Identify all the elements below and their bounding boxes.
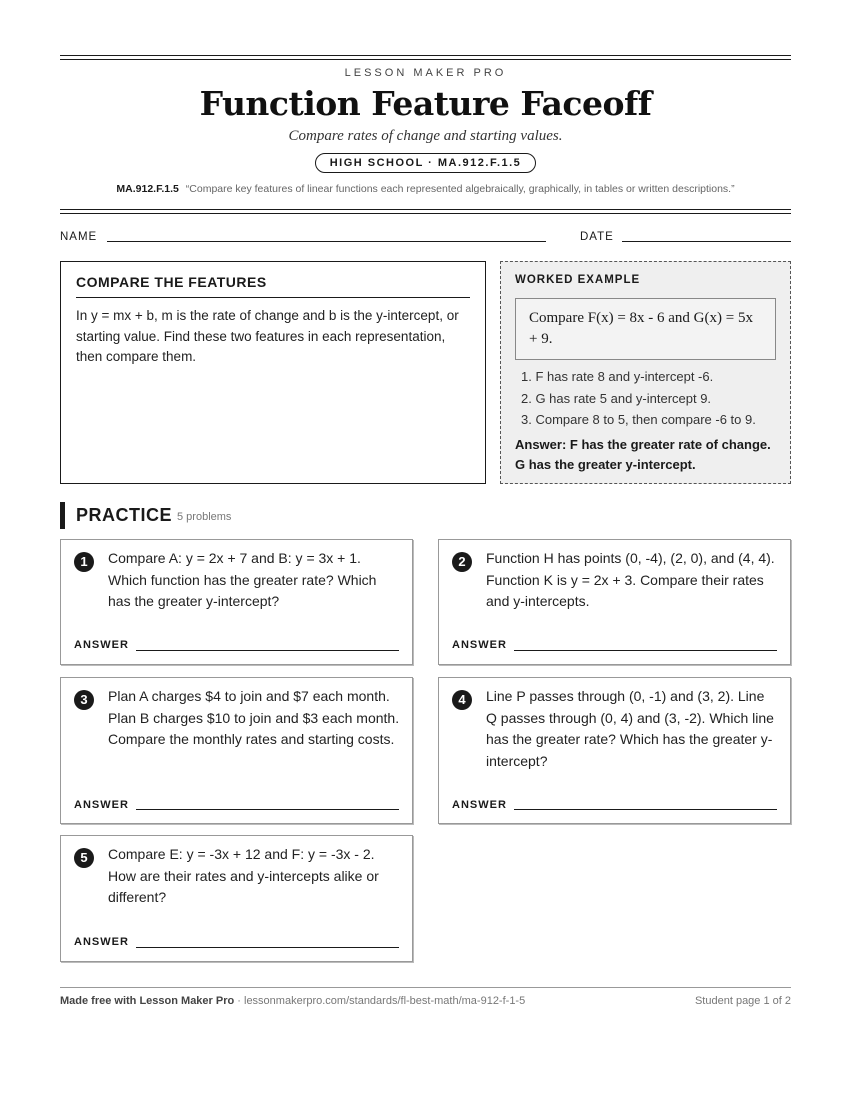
- compare-features-body: In y = mx + b, m is the rate of change and b is the y-intercept, or starting value. Find these two features in each representation, then compare them.: [76, 308, 459, 364]
- name-label: NAME: [60, 231, 98, 243]
- problem-number-badge: 3: [74, 690, 94, 710]
- answer-line[interactable]: [514, 809, 777, 810]
- date-label: DATE: [580, 231, 614, 243]
- problem-text: Function H has points (0, -4), (2, 0), and (4, 4). Function K is y = 2x + 3. Compare their rates and y-intercepts.: [486, 550, 775, 609]
- worked-example-problem: Compare F(x) = 8x - 6 and G(x) = 5x + 9.: [515, 298, 776, 360]
- worked-example-heading: WORKED EXAMPLE: [515, 274, 641, 286]
- footer-made-with: Made free with Lesson Maker Pro: [60, 995, 235, 1007]
- level-badge-wrap: [60, 153, 791, 173]
- compare-features-box: [60, 261, 486, 484]
- standard-text: “Compare key features of linear functions each represented algebraically, graphically, in tables or written descriptions.”: [185, 183, 735, 195]
- footer-credit: [60, 995, 525, 1007]
- footer-rule: [60, 987, 791, 988]
- header-bottom-rule: [60, 209, 791, 214]
- answer-line[interactable]: [136, 650, 399, 651]
- compare-features-heading: COMPARE THE FEATURES: [76, 274, 470, 298]
- worked-example-step: 3. Compare 8 to 5, then compare -6 to 9.: [521, 412, 756, 427]
- page-subtitle: Compare rates of change and starting values.: [288, 128, 563, 144]
- answer-label: ANSWER: [452, 639, 507, 651]
- worksheet-page: [60, 0, 791, 1100]
- problem-text: Compare E: y = -3x + 12 and F: y = -3x - 2. How are their rates and y-intercepts alike or different?: [108, 846, 379, 905]
- worked-example-steps: [515, 366, 776, 431]
- problem-card-1: [60, 539, 413, 665]
- worked-example-box: [500, 261, 791, 484]
- problem-card-4: [438, 677, 791, 824]
- problem-text: Line P passes through (0, -1) and (3, 2). Line Q passes through (0, 4) and (3, -2). Which line has the greater rate? Which has the greater y-intercept?: [486, 688, 774, 769]
- problem-number-badge: 2: [452, 552, 472, 572]
- problem-card-3: [60, 677, 413, 824]
- standard-description: [60, 183, 791, 195]
- problem-number-badge: 5: [74, 848, 94, 868]
- answer-label: ANSWER: [452, 799, 507, 811]
- problem-text: Plan A charges $4 to join and $7 each month. Plan B charges $10 to join and $3 each month. Compare the monthly rates and starting costs.: [108, 688, 400, 747]
- problem-card-2: [438, 539, 791, 665]
- problem-text: Compare A: y = 2x + 7 and B: y = 3x + 1. Which function has the greater rate? Which has the greater y-intercept?: [108, 550, 377, 609]
- problem-number-badge: 1: [74, 552, 94, 572]
- problem-card-5: [60, 835, 413, 962]
- footer-url[interactable]: · lessonmakerpro.com/standards/fl-best-math/ma-912-f-1-5: [234, 995, 526, 1007]
- answer-line[interactable]: [136, 947, 399, 948]
- name-field-line[interactable]: [107, 241, 546, 242]
- header-top-rule: [60, 55, 791, 60]
- answer-line[interactable]: [514, 650, 777, 651]
- practice-title: PRACTICE: [76, 505, 173, 525]
- brand-name: LESSON MAKER PRO: [344, 67, 507, 79]
- standard-code: MA.912.F.1.5: [116, 183, 179, 195]
- problem-number-badge: 4: [452, 690, 472, 710]
- answer-line[interactable]: [136, 809, 399, 810]
- practice-count: 5 problems: [177, 511, 232, 523]
- answer-label: ANSWER: [74, 936, 129, 948]
- worked-example-step: 2. G has rate 5 and y-intercept 9.: [521, 390, 712, 406]
- worked-example-step: 1. F has rate 8 and y-intercept -6.: [521, 369, 714, 384]
- worked-example-answer: Answer: F has the greater rate of change. G has the greater y-intercept.: [515, 436, 771, 472]
- date-field-line[interactable]: [622, 241, 791, 242]
- footer-page-number: Student page 1 of 2: [694, 995, 791, 1007]
- practice-accent-bar: [60, 502, 65, 529]
- answer-label: ANSWER: [74, 799, 129, 811]
- answer-label: ANSWER: [74, 639, 129, 651]
- level-badge: HIGH SCHOOL · MA.912.F.1.5: [315, 153, 537, 173]
- page-title: Function Feature Faceoff: [199, 84, 652, 123]
